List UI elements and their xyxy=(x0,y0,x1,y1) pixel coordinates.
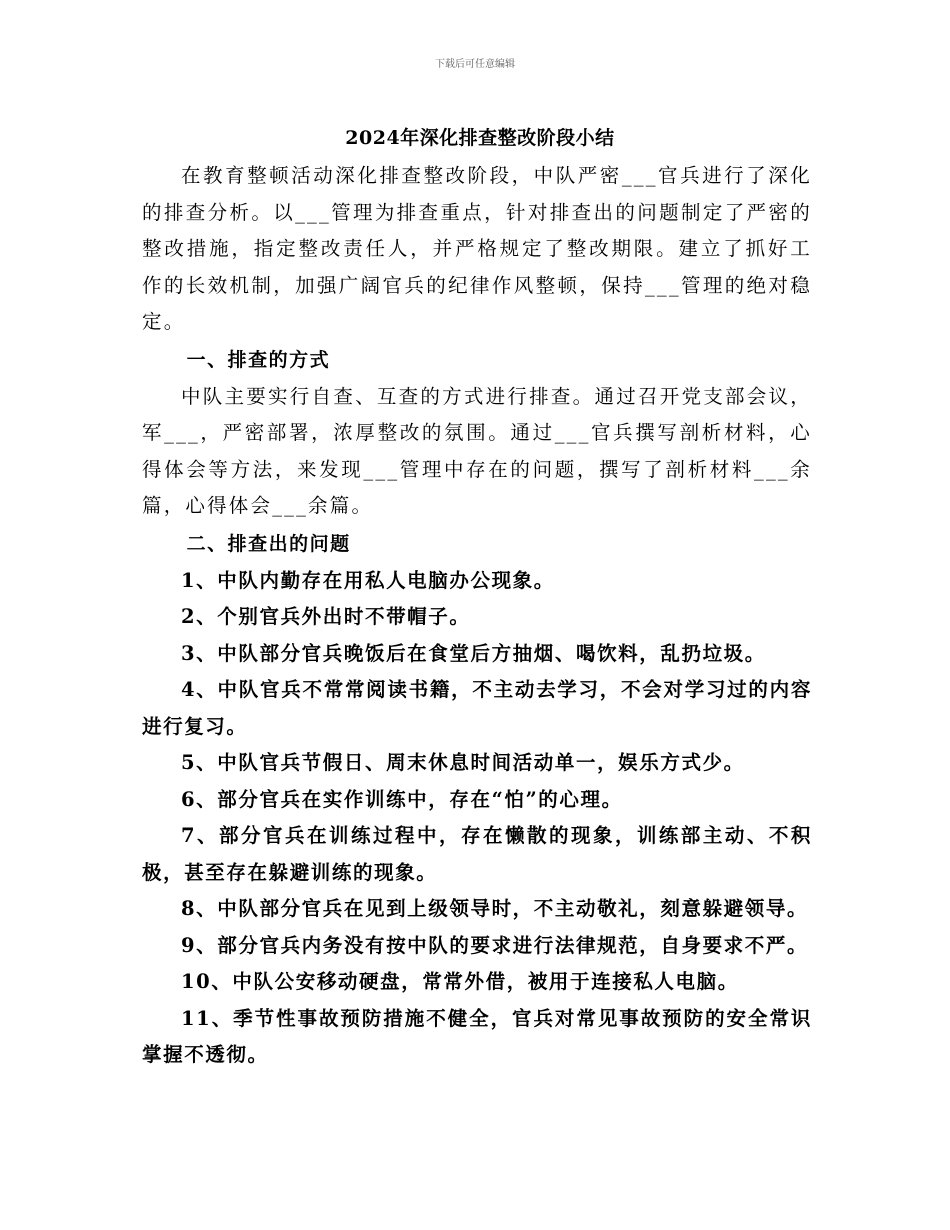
problem-item-11: 11、季节性事故预防措施不健全，官兵对常见事故预防的安全常识掌握不透彻。 xyxy=(142,1006,812,1066)
section-heading-method: 一、排查的方式 xyxy=(186,348,331,371)
problem-item-6: 6、部分官兵在实作训练中，存在“怕”的心理。 xyxy=(181,787,623,811)
problem-item-3: 3、中队部分官兵晚饭后在食堂后方抽烟、喝饮料，乱扔垃圾。 xyxy=(181,641,766,665)
problem-item-9: 9、部分官兵内务没有按中队的要求进行法律规范，自身要求不严。 xyxy=(181,933,809,957)
problem-item-7: 7、部分官兵在训练过程中，存在懒散的现象，训练部主动、不积极，甚至存在躲避训练的现象。 xyxy=(142,824,812,884)
problem-item-4: 4、中队官兵不常常阅读书籍，不主动去学习，不会对学习过的内容进行复习。 xyxy=(142,678,812,738)
document-body xyxy=(142,118,812,1074)
method-paragraph: 中队主要实行自查、互查的方式进行排查。通过召开党支部会议，军___，严密部署，浓厚整改的氛围。通过___官兵撰写剖析材料，心得体会等方法，来发现___管理中存在的问题，撰写了剖析材料___余篇，心得体会___余篇。 xyxy=(142,384,812,517)
page-header-note: 下载后可任意编辑 xyxy=(435,59,515,70)
document-title: 2024年深化排查整改阶段小结 xyxy=(345,127,615,149)
problem-item-10: 10、中队公安移动硬盘，常常外借，被用于连接私人电脑。 xyxy=(181,970,739,993)
section-heading-problems: 二、排查出的问题 xyxy=(186,532,351,555)
problem-item-1: 1、中队内勤存在用私人电脑办公现象。 xyxy=(181,568,555,592)
problem-item-5: 5、中队官兵节假日、周末休息时间活动单一，娱乐方式少。 xyxy=(181,751,745,774)
problem-item-8: 8、中队部分官兵在见到上级领导时，不主动敬礼，刻意躲避领导。 xyxy=(181,897,809,920)
problem-item-2: 2、个别官兵外出时不带帽子。 xyxy=(181,605,471,628)
intro-paragraph: 在教育整顿活动深化排查整改阶段，中队严密___官兵进行了深化的排查分析。以___管理为排查重点，针对排查出的问题制定了严密的整改措施，指定整改责任人，并严格规定了整改期限。建立了抓好工作的长效机制，加强广阔官兵的纪律作风整顿，保持___管理的绝对稳定。 xyxy=(142,164,812,333)
